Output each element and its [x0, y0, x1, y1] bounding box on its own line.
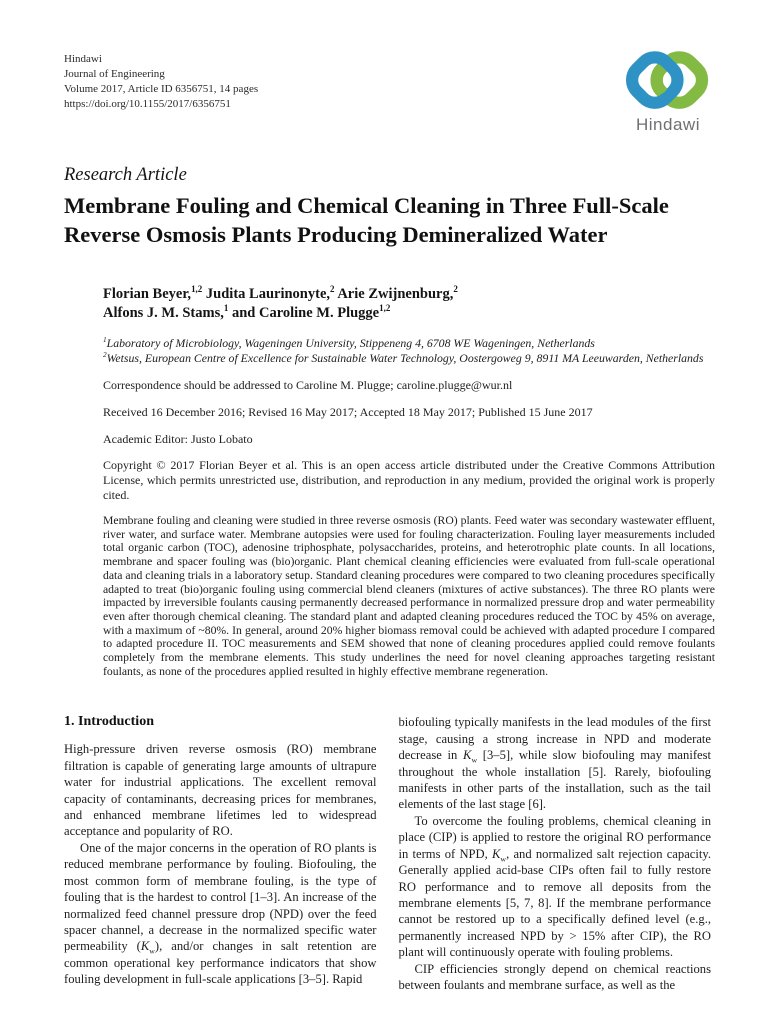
doi-link[interactable]: https://doi.org/10.1155/2017/6356751 — [64, 98, 231, 110]
author-line-2 — [103, 304, 715, 323]
publication-info — [64, 52, 258, 112]
section-heading-introduction: 1. Introduction — [64, 714, 154, 730]
left-column — [64, 714, 377, 993]
author-list — [103, 285, 715, 323]
permeability-subscript: w — [149, 946, 155, 956]
intro-paragraph-2 — [64, 840, 377, 988]
affiliation-2 — [103, 351, 715, 366]
author-name: Judita Laurinonyte, — [202, 286, 331, 302]
permeability-symbol: K — [463, 748, 472, 763]
permeability-subscript: w — [471, 755, 478, 765]
text-segment: One of the major concerns in the operation of RO plants is reduced membrane performance by fouling. Biofouling, the most common form of membrane fouling, is the type of fouling that is the hardest to control [1–3]. An increase of the normalized feed channel pressure drop (NPD) over the feed spacer channel, a decrease in the normalized specific water permeability ( — [64, 840, 377, 954]
author-line-1 — [103, 285, 715, 304]
author-name: Florian Beyer, — [103, 286, 192, 302]
intro-paragraph-2-continued — [399, 714, 712, 812]
correspondence-line — [103, 378, 715, 393]
affiliation-text: Laboratory of Microbiology, Wageningen University, Stippeneng 4, 6708 WE Wageningen, Netherlands — [106, 336, 595, 350]
author-affil-marker: 2 — [453, 284, 458, 295]
text-segment: ), and/or changes in salt retention are common operational key performance indicators that show fouling development in full-scale applications [3–5]. Rapid — [64, 939, 377, 987]
copyright-notice: Copyright © 2017 Florian Beyer et al. This is an open access article distributed under the Creative Commons Attribution License, which permits unrestricted use, distribution, and reproduction in any medium, provided the original work is properly cited. — [103, 458, 715, 502]
permeability-symbol: K — [492, 846, 501, 861]
abstract-text: Membrane fouling and cleaning were studied in three reverse osmosis (RO) plants. Feed water was secondary wastewater effluent, river water, and surface water. Membrane autopsies were used for fouling characterization. Fouling layer measurements included total organic carbon (TOC), adenosine triphosphate, polysaccharides, proteins, and heterotrophic plate counts. In all locations, membrane and spacer fouling was (bio)organic. Plant chemical cleaning efficiencies were evaluated from full-scale operational data and cleaning trials in a laboratory setup. Standard cleaning procedures were compared to two cleaning procedures specifically adapted to treat (bio)organic fouling using commercial blend cleaners (mixtures of active substances). The three RO plants were impacted by irreversible foulants causing permanently decreased performance in normalized pressure drop and water permeability even after thorough chemical cleaning. The standard plant and adapted cleaning procedures reduced the TOC by 45% on average, with a maximum of ~80%. In general, around 20% higher biomass removal could be achieved with adapted procedure I compared to adapted procedure II. TOC measurements and SEM showed that none of cleaning procedures applied could remove foulants completely from the membrane elements. This study underlines the need for novel cleaning approaches targeting resistant foulants, as none of the procedures applied resulted in highly effective membrane regeneration. — [103, 514, 715, 678]
masthead — [0, 0, 768, 135]
affiliation-1 — [103, 336, 715, 351]
article-type-label: Research Article — [64, 165, 187, 185]
publisher-name: Hindawi — [64, 53, 102, 65]
right-column — [399, 714, 712, 993]
author-affil-marker: 1,2 — [379, 303, 391, 314]
volume-article-info: Volume 2017, Article ID 6356751, 14 pages — [64, 83, 259, 95]
author-affil-marker: 1 — [223, 303, 229, 314]
body-columns — [64, 714, 711, 993]
academic-editor-line: Academic Editor: Justo Lobato — [103, 432, 253, 446]
affiliation-text: Wetsus, European Centre of Excellence for Sustainable Water Technology, Oostergoweg 9, 8911 MA Leeuwarden, Netherlands — [106, 351, 704, 365]
text-segment: biofouling typically manifests in the lead modules of the first stage, causing a strong increase in NPD and moderate decrease in — [398, 715, 711, 763]
permeability-symbol: K — [140, 939, 150, 954]
history-dates-line: Received 16 December 2016; Revised 16 May 2017; Accepted 18 May 2017; Published 15 June 2017 — [103, 405, 593, 419]
author-name: Alfons J. M. Stams, — [103, 305, 224, 321]
affiliation-list — [103, 336, 715, 366]
hindawi-logo-text: Hindawi — [636, 115, 700, 134]
affiliation-marker: 1 — [103, 335, 107, 345]
article-title: Membrane Fouling and Chemical Cleaning in Three Full-Scale Reverse Osmosis Plants Producing Demineralized Water — [64, 193, 669, 247]
intro-paragraph-4: CIP efficiencies strongly depend on chemical reactions between foulants and membrane surface, as well as the — [398, 961, 711, 992]
hindawi-logo — [622, 48, 714, 135]
intro-paragraph-3 — [399, 813, 712, 961]
correspondence-email-link[interactable]: caroline.plugge@wur.nl — [396, 378, 513, 392]
journal-name: Journal of Engineering — [64, 68, 165, 80]
intro-paragraph-1: High-pressure driven reverse osmosis (RO) membrane filtration is capable of generating large amounts of ultrapure water for industrial applications. The excellent removal capacity of contaminants, decreasing prices for membranes, and enhanced membrane lifetimes led to widespread acceptance and popularity of RO. — [64, 742, 377, 839]
author-affil-marker: 2 — [330, 284, 335, 295]
article-meta — [103, 285, 715, 678]
author-affil-marker: 1,2 — [191, 284, 203, 295]
hindawi-rings-icon — [622, 48, 714, 114]
text-segment: , and normalized salt rejection capacity. Generally applied acid-base CIPs often fail to fully restore RO performance and to remove all deposits from the membrane elements [5, 7, 8]. If the membrane performance cannot be restored up to a specifically defined level (e.g., permanently increased NPD by > 15% after CIP), the RO plant will continuously operate with fouling problems. — [398, 846, 711, 960]
author-name: Arie Zwijnenburg, — [334, 286, 454, 302]
permeability-subscript: w — [500, 854, 507, 864]
affiliation-marker: 2 — [103, 350, 107, 360]
text-segment: To overcome the fouling problems, chemical cleaning in place (CIP) is applied to restore the original RO performance in terms of NPD, — [398, 813, 711, 861]
correspondence-text: Correspondence should be addressed to Caroline M. Plugge; — [103, 378, 397, 392]
author-name: and Caroline M. Plugge — [228, 305, 380, 321]
text-segment: [3–5], while slow biofouling may manifest throughout the whole installation [5]. Rarely, biofouling manifests in other parts of the installation, such as the tail elements of the last stage [6]. — [398, 748, 712, 812]
